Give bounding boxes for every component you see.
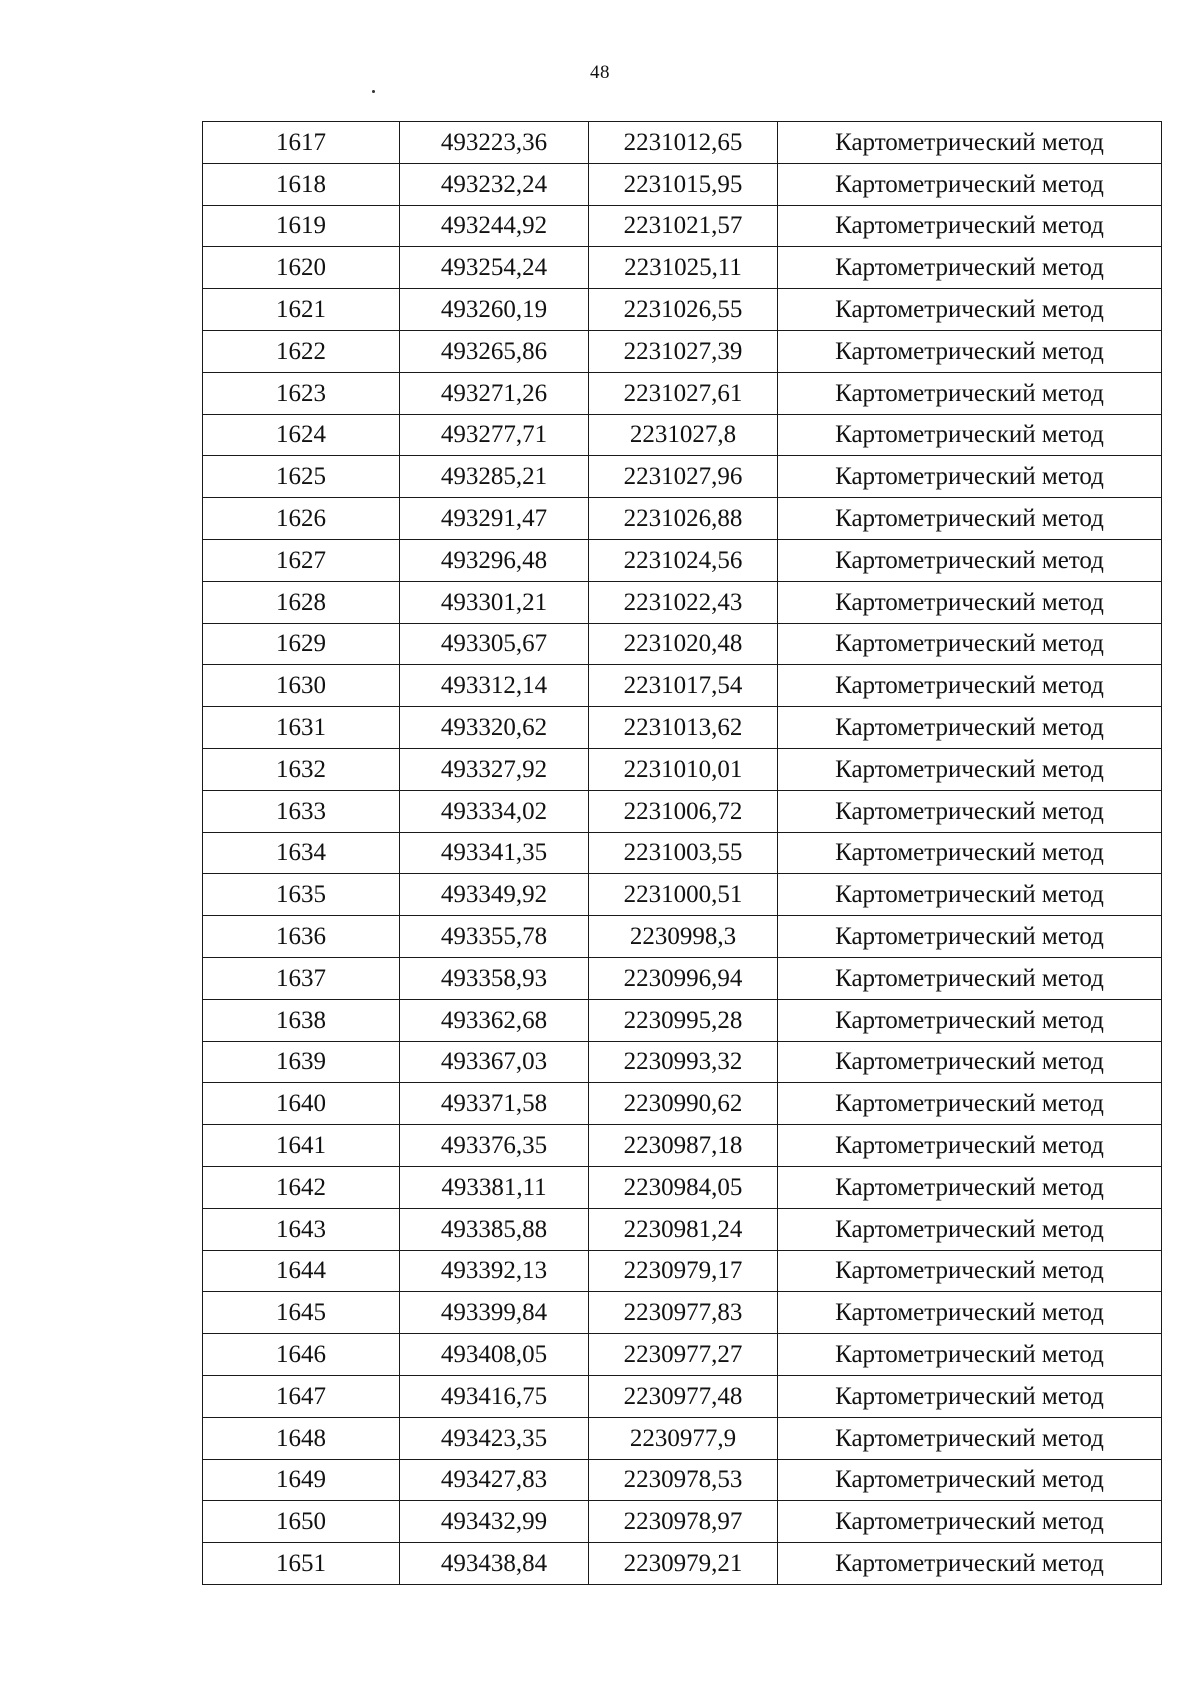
y-coordinate-cell: 2231010,01: [589, 748, 778, 790]
scan-speck: [372, 90, 375, 93]
y-coordinate-cell: 2231021,57: [589, 205, 778, 247]
point-number-cell: 1644: [203, 1250, 400, 1292]
method-cell: Картометрический метод: [778, 1501, 1162, 1543]
method-cell: Картометрический метод: [778, 581, 1162, 623]
table-row: [203, 581, 1162, 623]
table-row: [203, 289, 1162, 331]
x-coordinate-cell: 493291,47: [400, 498, 589, 540]
table-row: [203, 163, 1162, 205]
table-row: [203, 414, 1162, 456]
point-number-cell: 1643: [203, 1208, 400, 1250]
y-coordinate-cell: 2230987,18: [589, 1125, 778, 1167]
page-number: 48: [590, 62, 610, 83]
table-row: [203, 1041, 1162, 1083]
point-number-cell: 1648: [203, 1417, 400, 1459]
table-row: [203, 122, 1162, 164]
point-number-cell: 1621: [203, 289, 400, 331]
method-cell: Картометрический метод: [778, 790, 1162, 832]
table-row: [203, 1125, 1162, 1167]
method-cell: Картометрический метод: [778, 289, 1162, 331]
table-row: [203, 707, 1162, 749]
x-coordinate-cell: 493265,86: [400, 330, 589, 372]
method-cell: Картометрический метод: [778, 205, 1162, 247]
method-cell: Картометрический метод: [778, 498, 1162, 540]
method-cell: Картометрический метод: [778, 623, 1162, 665]
table-row: [203, 539, 1162, 581]
x-coordinate-cell: 493432,99: [400, 1501, 589, 1543]
method-cell: Картометрический метод: [778, 330, 1162, 372]
point-number-cell: 1640: [203, 1083, 400, 1125]
y-coordinate-cell: 2231024,56: [589, 539, 778, 581]
x-coordinate-cell: 493277,71: [400, 414, 589, 456]
point-number-cell: 1639: [203, 1041, 400, 1083]
point-number-cell: 1628: [203, 581, 400, 623]
table-row: [203, 1459, 1162, 1501]
point-number-cell: 1635: [203, 874, 400, 916]
method-cell: Картометрический метод: [778, 1459, 1162, 1501]
point-number-cell: 1617: [203, 122, 400, 164]
x-coordinate-cell: 493320,62: [400, 707, 589, 749]
method-cell: Картометрический метод: [778, 874, 1162, 916]
y-coordinate-cell: 2230981,24: [589, 1208, 778, 1250]
method-cell: Картометрический метод: [778, 707, 1162, 749]
point-number-cell: 1620: [203, 247, 400, 289]
x-coordinate-cell: 493271,26: [400, 372, 589, 414]
point-number-cell: 1627: [203, 539, 400, 581]
y-coordinate-cell: 2231027,8: [589, 414, 778, 456]
table-row: [203, 1334, 1162, 1376]
y-coordinate-cell: 2230979,21: [589, 1543, 778, 1585]
x-coordinate-cell: 493427,83: [400, 1459, 589, 1501]
table-row: [203, 330, 1162, 372]
y-coordinate-cell: 2231013,62: [589, 707, 778, 749]
method-cell: Картометрический метод: [778, 372, 1162, 414]
x-coordinate-cell: 493423,35: [400, 1417, 589, 1459]
method-cell: Картометрический метод: [778, 832, 1162, 874]
y-coordinate-cell: 2230990,62: [589, 1083, 778, 1125]
y-coordinate-cell: 2231020,48: [589, 623, 778, 665]
method-cell: Картометрический метод: [778, 456, 1162, 498]
table-row: [203, 874, 1162, 916]
y-coordinate-cell: 2231027,39: [589, 330, 778, 372]
table-row: [203, 1083, 1162, 1125]
point-number-cell: 1638: [203, 999, 400, 1041]
x-coordinate-cell: 493371,58: [400, 1083, 589, 1125]
point-number-cell: 1636: [203, 916, 400, 958]
table-row: [203, 456, 1162, 498]
table-row: [203, 623, 1162, 665]
y-coordinate-cell: 2230998,3: [589, 916, 778, 958]
point-number-cell: 1629: [203, 623, 400, 665]
y-coordinate-cell: 2230978,53: [589, 1459, 778, 1501]
y-coordinate-cell: 2231022,43: [589, 581, 778, 623]
table-row: [203, 916, 1162, 958]
method-cell: Картометрический метод: [778, 539, 1162, 581]
x-coordinate-cell: 493312,14: [400, 665, 589, 707]
point-number-cell: 1626: [203, 498, 400, 540]
x-coordinate-cell: 493260,19: [400, 289, 589, 331]
point-number-cell: 1630: [203, 665, 400, 707]
table-row: [203, 832, 1162, 874]
point-number-cell: 1649: [203, 1459, 400, 1501]
y-coordinate-cell: 2230977,27: [589, 1334, 778, 1376]
table-row: [203, 1375, 1162, 1417]
point-number-cell: 1645: [203, 1292, 400, 1334]
table-row: [203, 498, 1162, 540]
y-coordinate-cell: 2230995,28: [589, 999, 778, 1041]
method-cell: Картометрический метод: [778, 1208, 1162, 1250]
point-number-cell: 1646: [203, 1334, 400, 1376]
table-row: [203, 247, 1162, 289]
table-row: [203, 790, 1162, 832]
x-coordinate-cell: 493254,24: [400, 247, 589, 289]
coordinates-table: [202, 121, 1162, 1585]
point-number-cell: 1631: [203, 707, 400, 749]
table-row: [203, 999, 1162, 1041]
x-coordinate-cell: 493327,92: [400, 748, 589, 790]
y-coordinate-cell: 2231025,11: [589, 247, 778, 289]
method-cell: Картометрический метод: [778, 1292, 1162, 1334]
x-coordinate-cell: 493334,02: [400, 790, 589, 832]
method-cell: Картометрический метод: [778, 1083, 1162, 1125]
table-row: [203, 1292, 1162, 1334]
table-row: [203, 1208, 1162, 1250]
x-coordinate-cell: 493367,03: [400, 1041, 589, 1083]
table-row: [203, 1250, 1162, 1292]
method-cell: Картометрический метод: [778, 999, 1162, 1041]
x-coordinate-cell: 493362,68: [400, 999, 589, 1041]
x-coordinate-cell: 493349,92: [400, 874, 589, 916]
method-cell: Картометрический метод: [778, 665, 1162, 707]
x-coordinate-cell: 493301,21: [400, 581, 589, 623]
x-coordinate-cell: 493358,93: [400, 957, 589, 999]
x-coordinate-cell: 493305,67: [400, 623, 589, 665]
x-coordinate-cell: 493341,35: [400, 832, 589, 874]
point-number-cell: 1651: [203, 1543, 400, 1585]
point-number-cell: 1642: [203, 1166, 400, 1208]
point-number-cell: 1650: [203, 1501, 400, 1543]
method-cell: Картометрический метод: [778, 748, 1162, 790]
point-number-cell: 1647: [203, 1375, 400, 1417]
method-cell: Картометрический метод: [778, 1166, 1162, 1208]
point-number-cell: 1641: [203, 1125, 400, 1167]
y-coordinate-cell: 2230978,97: [589, 1501, 778, 1543]
x-coordinate-cell: 493223,36: [400, 122, 589, 164]
table-row: [203, 1417, 1162, 1459]
y-coordinate-cell: 2230977,83: [589, 1292, 778, 1334]
method-cell: Картометрический метод: [778, 247, 1162, 289]
table-row: [203, 1543, 1162, 1585]
x-coordinate-cell: 493438,84: [400, 1543, 589, 1585]
method-cell: Картометрический метод: [778, 122, 1162, 164]
y-coordinate-cell: 2230984,05: [589, 1166, 778, 1208]
y-coordinate-cell: 2230979,17: [589, 1250, 778, 1292]
point-number-cell: 1634: [203, 832, 400, 874]
table-row: [203, 665, 1162, 707]
y-coordinate-cell: 2231027,61: [589, 372, 778, 414]
method-cell: Картометрический метод: [778, 1375, 1162, 1417]
method-cell: Картометрический метод: [778, 1125, 1162, 1167]
y-coordinate-cell: 2231003,55: [589, 832, 778, 874]
method-cell: Картометрический метод: [778, 163, 1162, 205]
y-coordinate-cell: 2231015,95: [589, 163, 778, 205]
method-cell: Картометрический метод: [778, 1334, 1162, 1376]
table-row: [203, 1166, 1162, 1208]
table-row: [203, 205, 1162, 247]
method-cell: Картометрический метод: [778, 916, 1162, 958]
point-number-cell: 1623: [203, 372, 400, 414]
y-coordinate-cell: 2230993,32: [589, 1041, 778, 1083]
method-cell: Картометрический метод: [778, 414, 1162, 456]
x-coordinate-cell: 493385,88: [400, 1208, 589, 1250]
point-number-cell: 1633: [203, 790, 400, 832]
point-number-cell: 1618: [203, 163, 400, 205]
x-coordinate-cell: 493392,13: [400, 1250, 589, 1292]
x-coordinate-cell: 493376,35: [400, 1125, 589, 1167]
point-number-cell: 1632: [203, 748, 400, 790]
x-coordinate-cell: 493399,84: [400, 1292, 589, 1334]
x-coordinate-cell: 493381,11: [400, 1166, 589, 1208]
table-row: [203, 1501, 1162, 1543]
y-coordinate-cell: 2230977,48: [589, 1375, 778, 1417]
y-coordinate-cell: 2231012,65: [589, 122, 778, 164]
method-cell: Картометрический метод: [778, 1041, 1162, 1083]
x-coordinate-cell: 493408,05: [400, 1334, 589, 1376]
y-coordinate-cell: 2231026,88: [589, 498, 778, 540]
y-coordinate-cell: 2231026,55: [589, 289, 778, 331]
table-row: [203, 372, 1162, 414]
y-coordinate-cell: 2231027,96: [589, 456, 778, 498]
point-number-cell: 1619: [203, 205, 400, 247]
x-coordinate-cell: 493232,24: [400, 163, 589, 205]
x-coordinate-cell: 493285,21: [400, 456, 589, 498]
point-number-cell: 1624: [203, 414, 400, 456]
method-cell: Картометрический метод: [778, 1543, 1162, 1585]
y-coordinate-cell: 2231006,72: [589, 790, 778, 832]
method-cell: Картометрический метод: [778, 1250, 1162, 1292]
method-cell: Картометрический метод: [778, 957, 1162, 999]
y-coordinate-cell: 2231000,51: [589, 874, 778, 916]
x-coordinate-cell: 493416,75: [400, 1375, 589, 1417]
point-number-cell: 1622: [203, 330, 400, 372]
y-coordinate-cell: 2230996,94: [589, 957, 778, 999]
table-row: [203, 748, 1162, 790]
x-coordinate-cell: 493355,78: [400, 916, 589, 958]
y-coordinate-cell: 2231017,54: [589, 665, 778, 707]
method-cell: Картометрический метод: [778, 1417, 1162, 1459]
point-number-cell: 1637: [203, 957, 400, 999]
coordinates-table-body: [203, 122, 1162, 1585]
x-coordinate-cell: 493296,48: [400, 539, 589, 581]
table-row: [203, 957, 1162, 999]
point-number-cell: 1625: [203, 456, 400, 498]
y-coordinate-cell: 2230977,9: [589, 1417, 778, 1459]
x-coordinate-cell: 493244,92: [400, 205, 589, 247]
